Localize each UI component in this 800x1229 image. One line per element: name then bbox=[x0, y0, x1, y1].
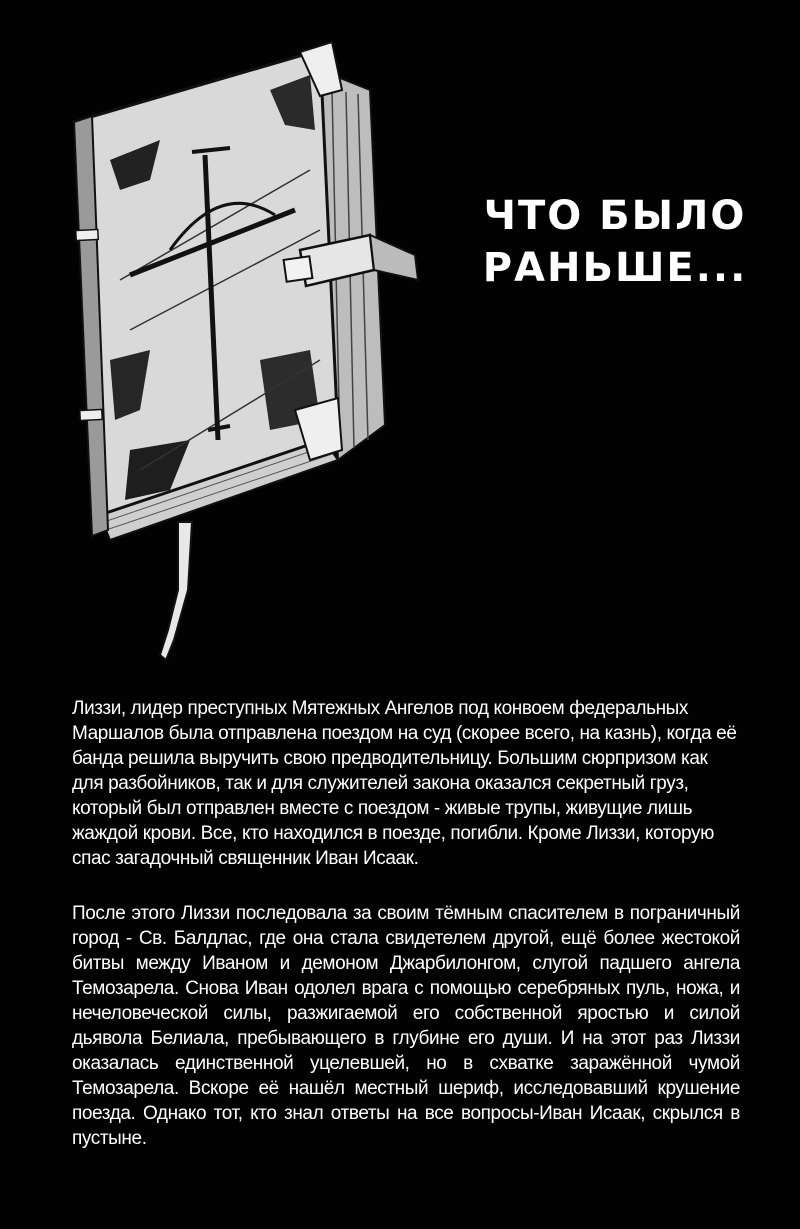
story-paragraph-1: Лиззи, лидер преступных Мятежных Ангелов под конвоем федеральных Маршалов была отправлена поездом на суд (скорее всего, на казнь), когда её банда решила выручить свою предводительницу. Большим сюрпризом как для разбойников, так и для служителей закона оказался секретный груз, который был отправлен вместе с поездом - живые трупы, живущие лишь жаждой крови. Все, кто находился в поезде, погибли. Кроме Лиззи, которую спас загадочный священник Иван Исаак. bbox=[72, 698, 737, 869]
title-line-2: РАНЬШЕ... bbox=[482, 245, 748, 291]
story-paragraph-2: После этого Лиззи последовала за своим тёмным спасителем в пограничный город - Св. Балдлас, где она стала свидетелем другой, ещё более жестокой битвы между Иваном и демоном Джарбилонгом, слугой падшего ангела Темозарела. Снова Иван одолел врага с помощью серебряных пуль, ножа, и нечеловеческой силы, разжигаемой его собственной яростью и силой дьявола Белиала, пребывающего в глубине его души. И на этот раз Лиззи оказалась единственной уцелевшей, но в схватке заражённой чумой Темозарела. Вскоре её нашёл местный шериф, исследовавший крушение поезда. Однако тот, кто знал ответы на все вопросы-Иван Исаак, скрылся в пустыне. bbox=[72, 903, 740, 1149]
page-title bbox=[470, 190, 760, 294]
book-with-cross-icon bbox=[70, 30, 440, 670]
title-line-1: ЧТО БЫЛО bbox=[483, 193, 747, 239]
story-text bbox=[72, 696, 740, 1181]
